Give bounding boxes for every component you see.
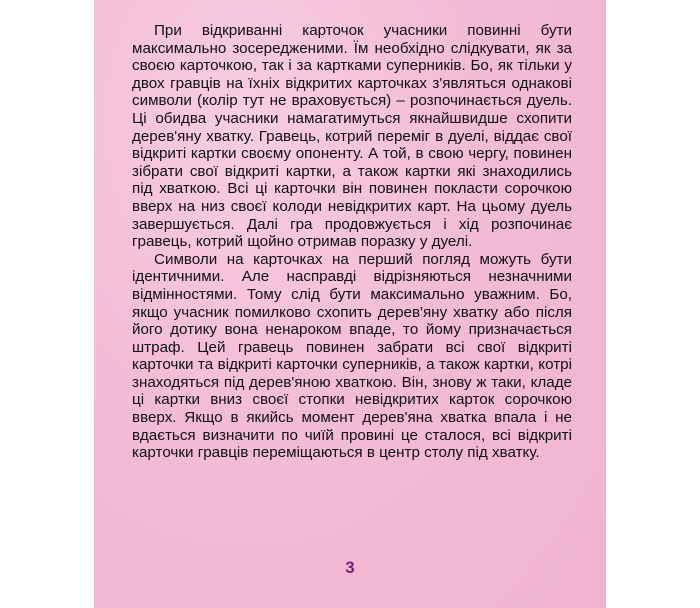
paragraph-2: Символи на карточках на перший погляд можуть бути ідентичними. Але насправді відрізняються незначними відмінностями. Тому слід бути максимально уважним. Бо, якщо учасник помилково схопить дерев'яну хватку або після його дотику вона ненароком впаде, то йому призначається штраф. Цей гравець повинен забрати всі свої відкриті карточки та відкриті карточки суперників, а також картки, котрі знаходяться під дерев'яною хваткою. Він, знову ж таки, кладе ці картки вниз своєї стопки невідкритих карток сорочкою вверх. Якщо в якийсь момент дерев'яна хватка впала і не вдається визначити по чиїй провині це сталося, всі відкриті карточки гравців переміщаються в центр столу під хватку.	[132, 250, 572, 462]
document-page	[94, 0, 606, 608]
text-block	[132, 22, 572, 462]
paragraph-1: При відкриванні карточок учасники повинні бути максимально зосередженими. Їм необхідно слідкувати, як за своєю карточкою, так і за картками суперників. Бо, як тільки у двох гравців на їхніх відкритих карточках з'являться однакові символи (колір тут не враховується) – розпочинається дуель. Ці обидва учасники намагатимуться якнайшвидше схопити дерев'яну хватку. Гравець, котрий переміг в дуелі, віддає свої відкриті картки своєму опоненту. А той, в свою чергу, повинен зібрати свої відкриті картки, а також картки які знаходились під хваткою. Всі ці карточки він повинен покласти сорочкою вверх на низ своєї колоди невідкритих карт. На цьому дуель завершується. Далі гра продовжується і хід розпочинає гравець, котрий щойно отримав поразку у дуелі.	[132, 22, 572, 251]
page-number: 3	[345, 558, 355, 577]
